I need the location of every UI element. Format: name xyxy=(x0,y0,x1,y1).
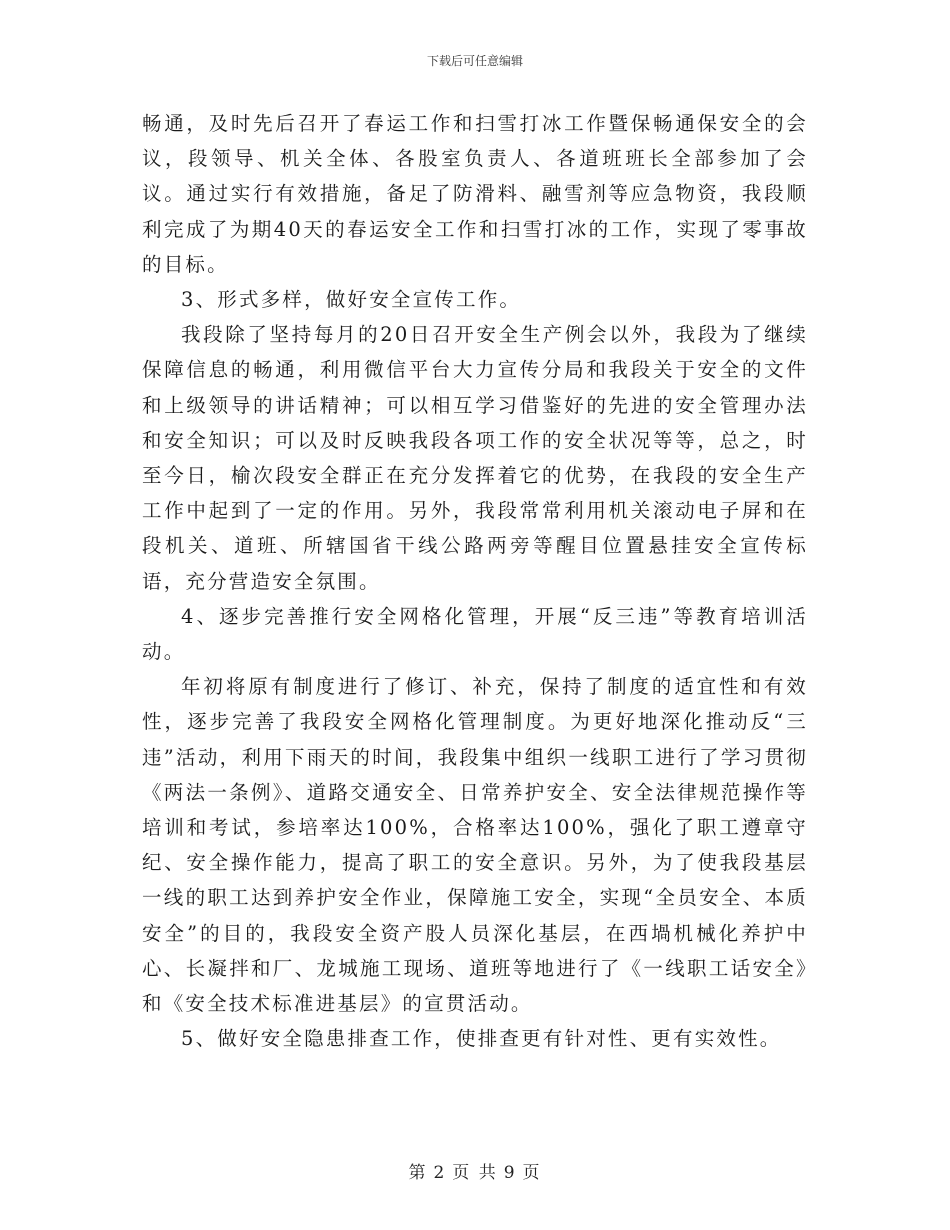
page-footer xyxy=(0,1158,950,1183)
paragraph-safety-publicity: 我段除了坚持每月的20日召开安全生产例会以外，我段为了继续保障信息的畅通，利用微信平台大力宣传分局和我段关于安全的文件和上级领导的讲话精神；可以相互学习借鉴好的先进的安全管理办法和安全知识；可以及时反映我段各项工作的安全状况等等，总之，时至今日，榆次段安全群正在充分发挥着它的优势，在我段的安全生产工作中起到了一定的作用。另外，我段常常利用机关滚动电子屏和在段机关、道班、所辖国省干线公路两旁等醒目位置悬挂安全宣传标语，充分营造安全氛围。 xyxy=(142,323,808,593)
page-header-note: 下载后可任意编辑 xyxy=(426,54,523,68)
total-pages-number: 9 xyxy=(503,1163,517,1183)
paragraph-continuation: 畅通，及时先后召开了春运工作和扫雪打冰工作暨保畅通保安全的会议，段领导、机关全体、各股室负责人、各道班班长全部参加了会议。通过实行有效措施，备足了防滑料、融雪剂等应急物资，我段顺利完成了为期40天的春运安全工作和扫雪打冰的工作，实现了零事故的目标。 xyxy=(142,112,808,276)
section-heading-5: 5、做好安全隐患排查工作，使排查更有针对性、更有实效性。 xyxy=(181,1027,782,1051)
current-page-number: 2 xyxy=(433,1163,447,1183)
footer-suffix: 页 xyxy=(522,1163,542,1183)
paragraph-grid-management: 年初将原有制度进行了修订、补充，保持了制度的适宜性和有效性，逐步完善了我段安全网格化管理制度。为更好地深化推动反“三违”活动，利用下雨天的时间，我段集中组织一线职工进行了学习贯彻《两法一条例》、道路交通安全、日常养护安全、安全法律规范操作等培训和考试，参培率达100%，合格率达100%，强化了职工遵章守纪、安全操作能力，提高了职工的安全意识。另外，为了使我段基层一线的职工达到养护安全作业，保障施工安全，实现“全员安全、本质安全”的目的，我段安全资产股人员深化基层，在西堝机械化养护中心、长凝拌和厂、龙城施工现场、道班等地进行了《一线职工话安全》和《安全技术标准进基层》的宣贯活动。 xyxy=(142,675,808,1016)
document-body xyxy=(142,106,808,1056)
section-heading-4: 4、逐步完善推行安全网格化管理，开展“反三违”等教育培训活动。 xyxy=(142,604,808,664)
footer-prefix: 第 xyxy=(408,1163,428,1183)
section-heading-3: 3、形式多样，做好安全宣传工作。 xyxy=(181,288,522,312)
footer-middle: 页 共 xyxy=(452,1163,498,1183)
